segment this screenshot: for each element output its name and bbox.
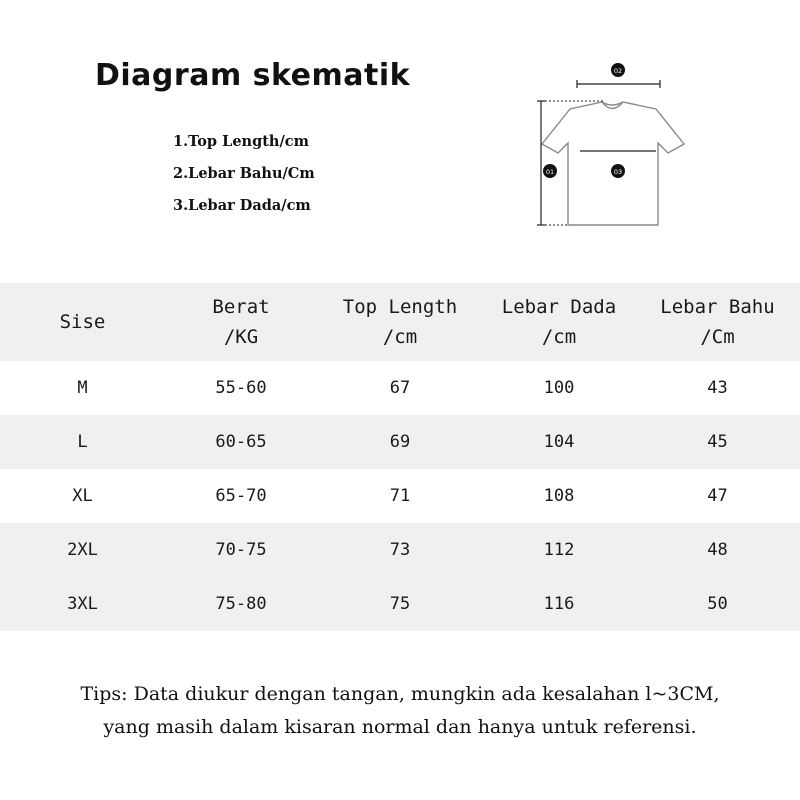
- header-size: Sise: [0, 283, 165, 361]
- cell-size: L: [0, 415, 165, 469]
- cell-lebar-bahu: 48: [635, 523, 800, 577]
- header-top-length: Top Length /cm: [317, 283, 483, 361]
- cell-lebar-dada: 116: [483, 577, 635, 631]
- page-title: Diagram skematik: [95, 58, 411, 93]
- table-row: [0, 415, 800, 469]
- tshirt-measurement-diagram: [522, 55, 704, 235]
- cell-size: M: [77, 378, 88, 398]
- header-lebar-bahu: Lebar Bahu /Cm: [635, 283, 800, 361]
- cell-top-length: 67: [389, 378, 411, 398]
- cell-berat: 55-60: [215, 378, 267, 398]
- measurement-tips: [0, 678, 800, 744]
- cell-top-length: 71: [389, 486, 411, 506]
- cell-size: XL: [72, 486, 93, 506]
- legend-item-top-length: 1.Top Length/cm: [173, 133, 309, 150]
- cell-lebar-dada: 104: [483, 415, 635, 469]
- cell-lebar-bahu: 45: [635, 415, 800, 469]
- svg-text:03: 03: [613, 168, 623, 176]
- cell-size: 3XL: [0, 577, 165, 631]
- cell-berat: 65-70: [215, 486, 267, 506]
- cell-lebar-dada: 100: [543, 378, 575, 398]
- tshirt-outline: [542, 102, 684, 225]
- marker-01: [543, 164, 557, 178]
- cell-berat: 60-65: [165, 415, 317, 469]
- svg-text:01: 01: [545, 168, 555, 176]
- cell-top-length: 69: [317, 415, 483, 469]
- cell-top-length: 75: [317, 577, 483, 631]
- cell-lebar-dada: 112: [483, 523, 635, 577]
- cell-berat: 70-75: [165, 523, 317, 577]
- tips-line-2: yang masih dalam kisaran normal dan hanya untuk referensi.: [103, 716, 697, 738]
- table-row: [0, 523, 800, 577]
- header-berat: Berat /KG: [165, 283, 317, 361]
- table-header-row: [0, 283, 800, 361]
- marker-02: [611, 63, 625, 77]
- svg-text:02: 02: [613, 67, 623, 75]
- table-row: [0, 469, 800, 523]
- cell-lebar-dada: 108: [543, 486, 575, 506]
- tips-line-1: Tips: Data diukur dengan tangan, mungkin ada kesalahan l~3CM,: [80, 683, 720, 705]
- cell-size: 2XL: [0, 523, 165, 577]
- header-lebar-dada: Lebar Dada /cm: [483, 283, 635, 361]
- cell-lebar-bahu: 47: [707, 486, 728, 506]
- cell-berat: 75-80: [165, 577, 317, 631]
- table-row: [0, 361, 800, 415]
- cell-lebar-bahu: 43: [707, 378, 728, 398]
- table-row: [0, 577, 800, 631]
- measurement-legend: [173, 129, 315, 225]
- marker-03: [611, 164, 625, 178]
- legend-item-lebar-dada: 3.Lebar Dada/cm: [173, 197, 311, 214]
- cell-lebar-bahu: 50: [635, 577, 800, 631]
- size-chart-table: [0, 283, 800, 631]
- cell-top-length: 73: [317, 523, 483, 577]
- legend-item-lebar-bahu: 2.Lebar Bahu/Cm: [173, 165, 315, 182]
